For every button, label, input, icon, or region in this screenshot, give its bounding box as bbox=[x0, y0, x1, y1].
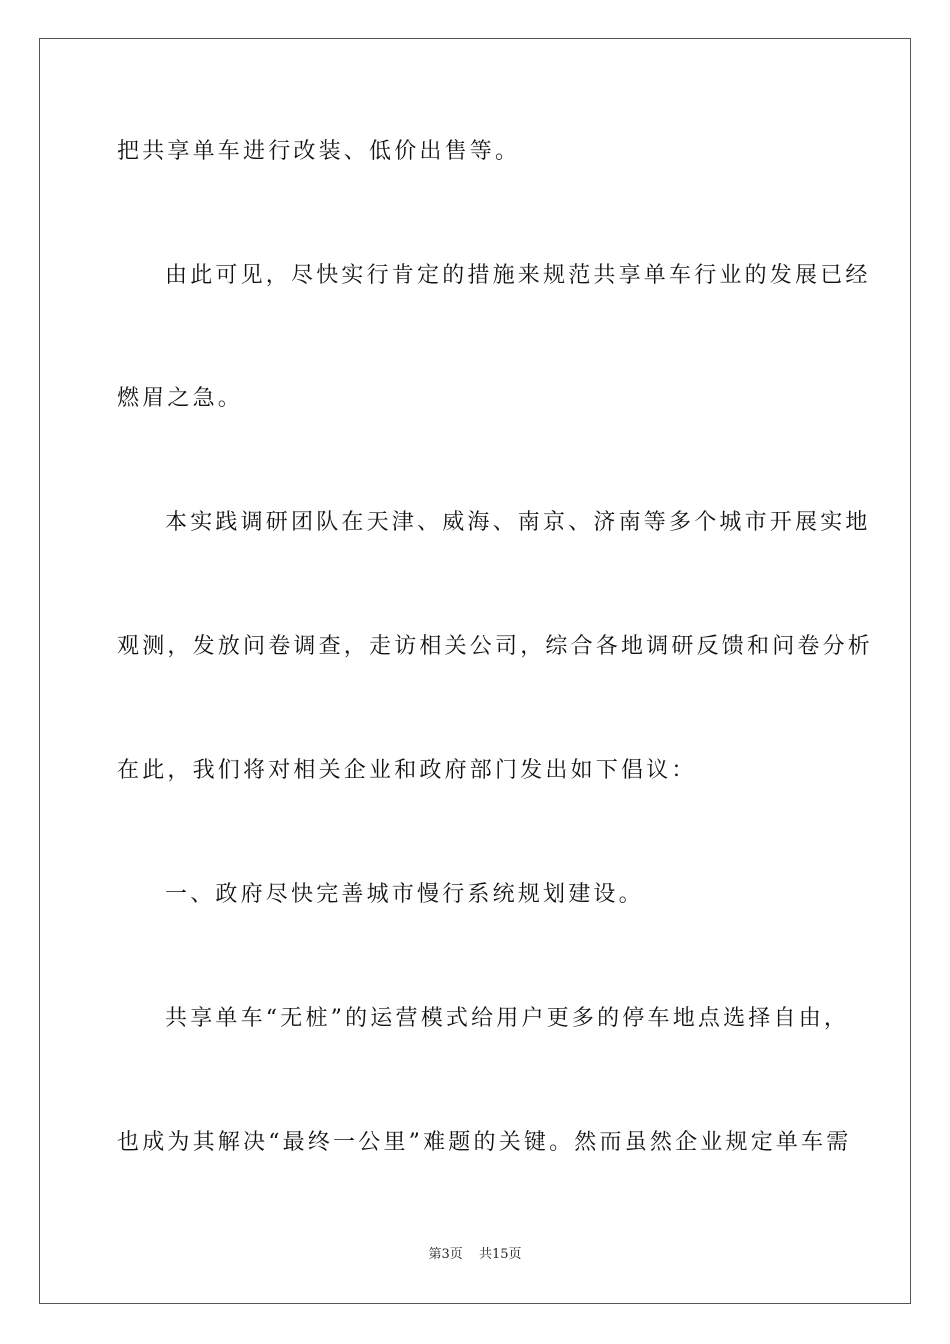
page-number: 第3页 bbox=[428, 1247, 463, 1262]
text-line-3: 燃眉之急。 bbox=[117, 386, 244, 411]
page-frame bbox=[39, 38, 911, 1304]
page-footer bbox=[0, 1246, 950, 1264]
text-line-7: 一、政府尽快完善城市慢行系统规划建设。 bbox=[165, 882, 644, 907]
page-total: 共15页 bbox=[478, 1247, 522, 1262]
text-line-2: 由此可见，尽快实行肯定的措施来规范共享单车行业的发展已经 bbox=[165, 263, 871, 288]
text-line-1: 把共享单车进行改装、低价出售等。 bbox=[117, 139, 521, 164]
text-line-9: 也成为其解决“最终一公里”难题的关键。然而虽然企业规定单车需 bbox=[117, 1130, 852, 1155]
text-line-5: 观测，发放问卷调查，走访相关公司，综合各地调研反馈和问卷分析 bbox=[117, 634, 874, 659]
text-line-4: 本实践调研团队在天津、威海、南京、济南等多个城市开展实地 bbox=[165, 510, 871, 535]
text-line-6: 在此，我们将对相关企业和政府部门发出如下倡议： bbox=[117, 758, 697, 783]
text-line-8: 共享单车“无桩”的运营模式给用户更多的停车地点选择自由， bbox=[165, 1006, 850, 1031]
